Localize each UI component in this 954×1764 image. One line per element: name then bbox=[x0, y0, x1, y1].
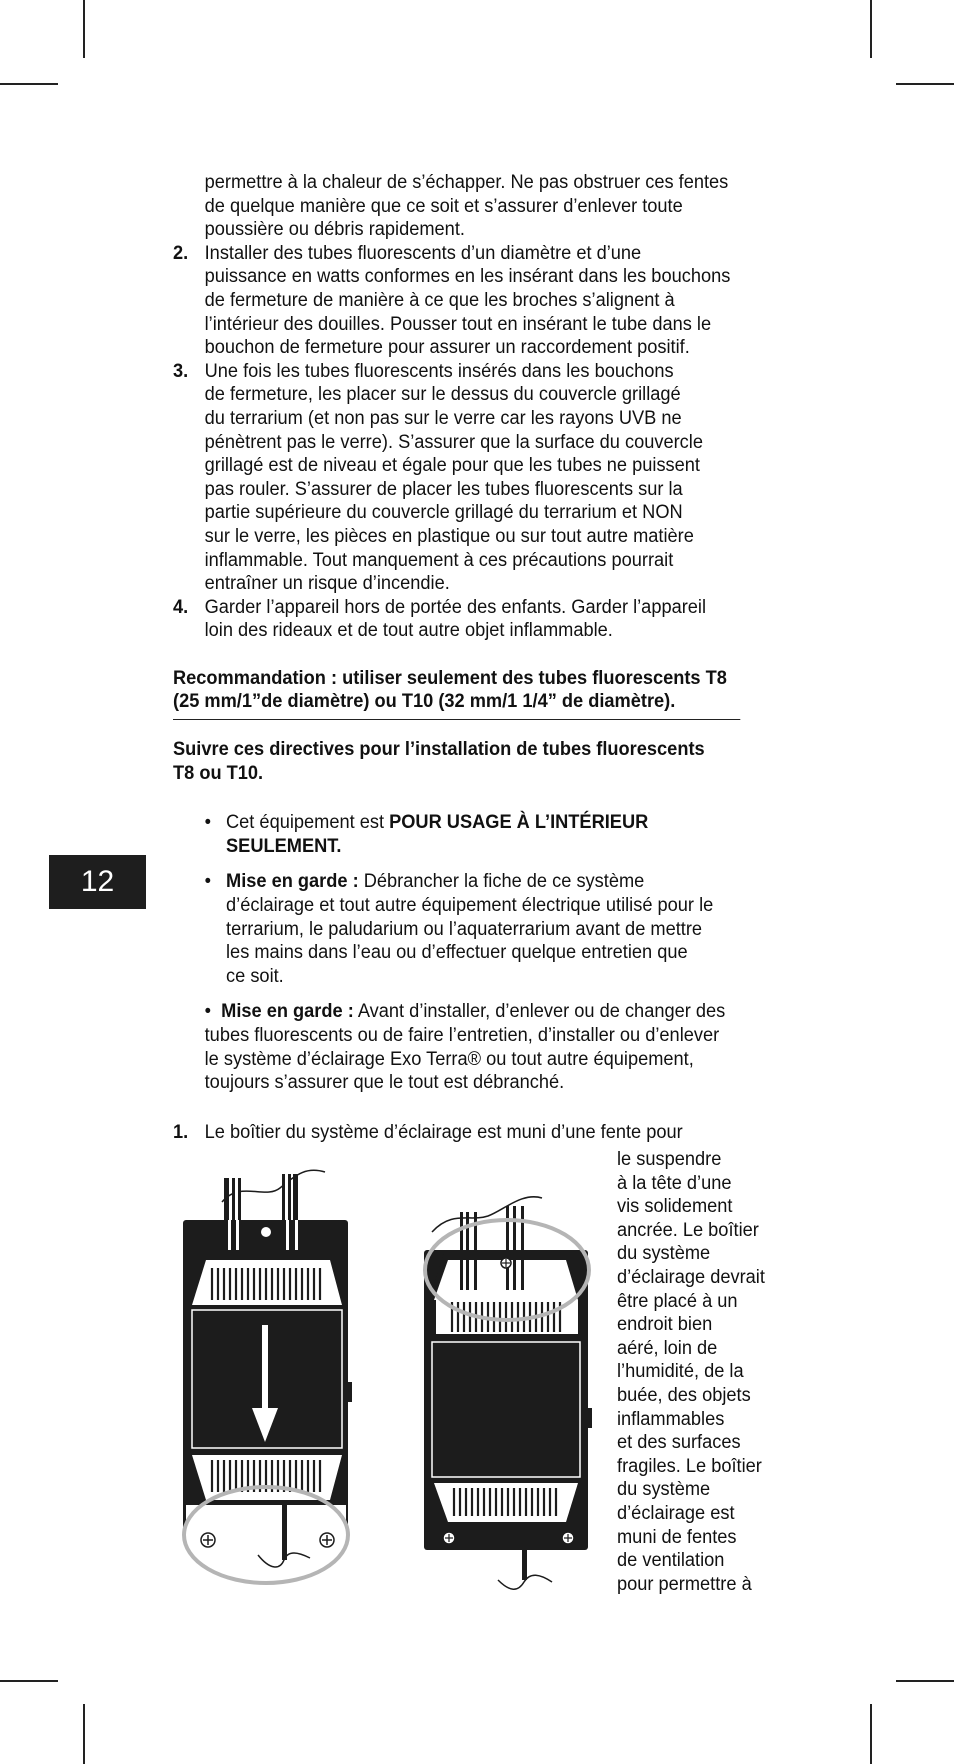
warning-before-install: • Mise en garde : Avant d’installer, d’enlever ou de changer des tubes fluorescents ou de faire l’entretien, d’installer ou d’enlever le système d’éclairage Exo Terra® ou tout autre équipement, toujours s’assurer que le tout est débranché. bbox=[204, 1000, 726, 1094]
bullet-text: Cet équipement est POUR USAGE À L’INTÉRIEUR SEULEMENT. bbox=[226, 811, 649, 857]
step-text: Garder l’appareil hors de portée des enfants. Garder l’appareil loin des rideaux et de tout autre objet inflammable. bbox=[204, 595, 707, 642]
step-text: Installer des tubes fluorescents d’un diamètre et d’une puissance en watts conformes en les insérant dans les bouchons de fermeture de manière à ce que les broches s’alignent à l’intérieur des douilles. Pousser tout en insérant le tube dans le bouchon de fermeture pour assurer un raccordement positif. bbox=[204, 241, 731, 359]
step-number: 1. bbox=[173, 1120, 189, 1143]
bullet-mark: • bbox=[204, 811, 212, 834]
step-4 bbox=[173, 596, 740, 643]
page-number-tab bbox=[49, 855, 146, 909]
instructions-body bbox=[173, 171, 740, 1144]
step-text: Le boîtier du système d’éclairage est muni d’une fente pour bbox=[204, 1120, 683, 1143]
crop-mark-bl-h bbox=[0, 1680, 58, 1682]
crop-mark-tl-v bbox=[83, 0, 85, 58]
recommendation: Recommandation : utiliser seulement des tubes fluorescents T8 (25 mm/1”de diamètre) ou T10 (32 mm/1 1/4” de diamètre). bbox=[173, 667, 740, 720]
step-number: 2. bbox=[173, 241, 189, 264]
hanging-slot-icon bbox=[261, 1227, 271, 1237]
page-number: 12 bbox=[80, 865, 115, 898]
bullet-warning-unplug bbox=[205, 870, 741, 988]
crop-mark-tr-h bbox=[896, 83, 954, 85]
crop-mark-bl-v bbox=[83, 1704, 85, 1764]
ballast-illustration bbox=[170, 1150, 610, 1600]
crop-mark-br-v bbox=[870, 1704, 872, 1764]
ballast-unit-right bbox=[424, 1197, 592, 1589]
crop-mark-br-h bbox=[896, 1680, 954, 1682]
installation-heading: Suivre ces directives pour l’installation de tubes fluorescents T8 ou T10. bbox=[173, 738, 705, 784]
step-number: 4. bbox=[173, 595, 189, 618]
intro-continuation: permettre à la chaleur de s’échapper. Ne pas obstruer ces fentes de quelque manière que ce soit et s’assurer d’enlever toute poussière ou débris rapidement. bbox=[204, 171, 729, 241]
step-1-mounting bbox=[173, 1121, 740, 1145]
step-3 bbox=[173, 360, 740, 596]
bullet-text: Mise en garde : Débrancher la fiche de ce système d’éclairage et tout autre équipement électrique utilisé pour le terrarium, le paludarium ou l’aquaterrarium avant de mettre les mains dans l’eau ou d’effectuer quelque entretien que ce soit. bbox=[226, 870, 714, 987]
step-number: 3. bbox=[173, 359, 189, 382]
bullet-indoor-use bbox=[205, 811, 741, 858]
arrow-down-icon bbox=[262, 1325, 268, 1413]
step-2 bbox=[173, 242, 740, 360]
crop-mark-tl-h bbox=[0, 83, 58, 85]
crop-mark-tr-v bbox=[870, 0, 872, 58]
bullet-mark: • bbox=[204, 870, 212, 893]
step-text: Une fois les tubes fluorescents insérés dans les bouchons de fermeture, les placer sur le dessus du couvercle grillagé du terrarium (et non pas sur le verre car les rayons UVB ne pénètrent pas le verre). S’assurer que la surface du couvercle grillagé est de niveau et égale pour que les tubes ne puissent pas rouler. S’assurer de placer les tubes fluorescents sur la partie supérieure du couvercle grillagé du terrarium et NON sur le verre, les pièces en plastique ou sur tout autre matière inflammable. Tout manquement à ces précautions pourrait entraîner un risque d’incendie. bbox=[204, 359, 703, 595]
ballast-unit-left bbox=[183, 1170, 352, 1583]
step-1-side-text: le suspendre à la tête d’une vis solidement ancrée. Le boîtier du système d’éclairage devrait être placé à un endroit bien aéré, loin de l’humidité, de la buée, des objets inflammables et des surfaces fragiles. Le boîtier du système d’éclairage est muni de fentes de ventilation pour permettre à bbox=[617, 1148, 765, 1595]
